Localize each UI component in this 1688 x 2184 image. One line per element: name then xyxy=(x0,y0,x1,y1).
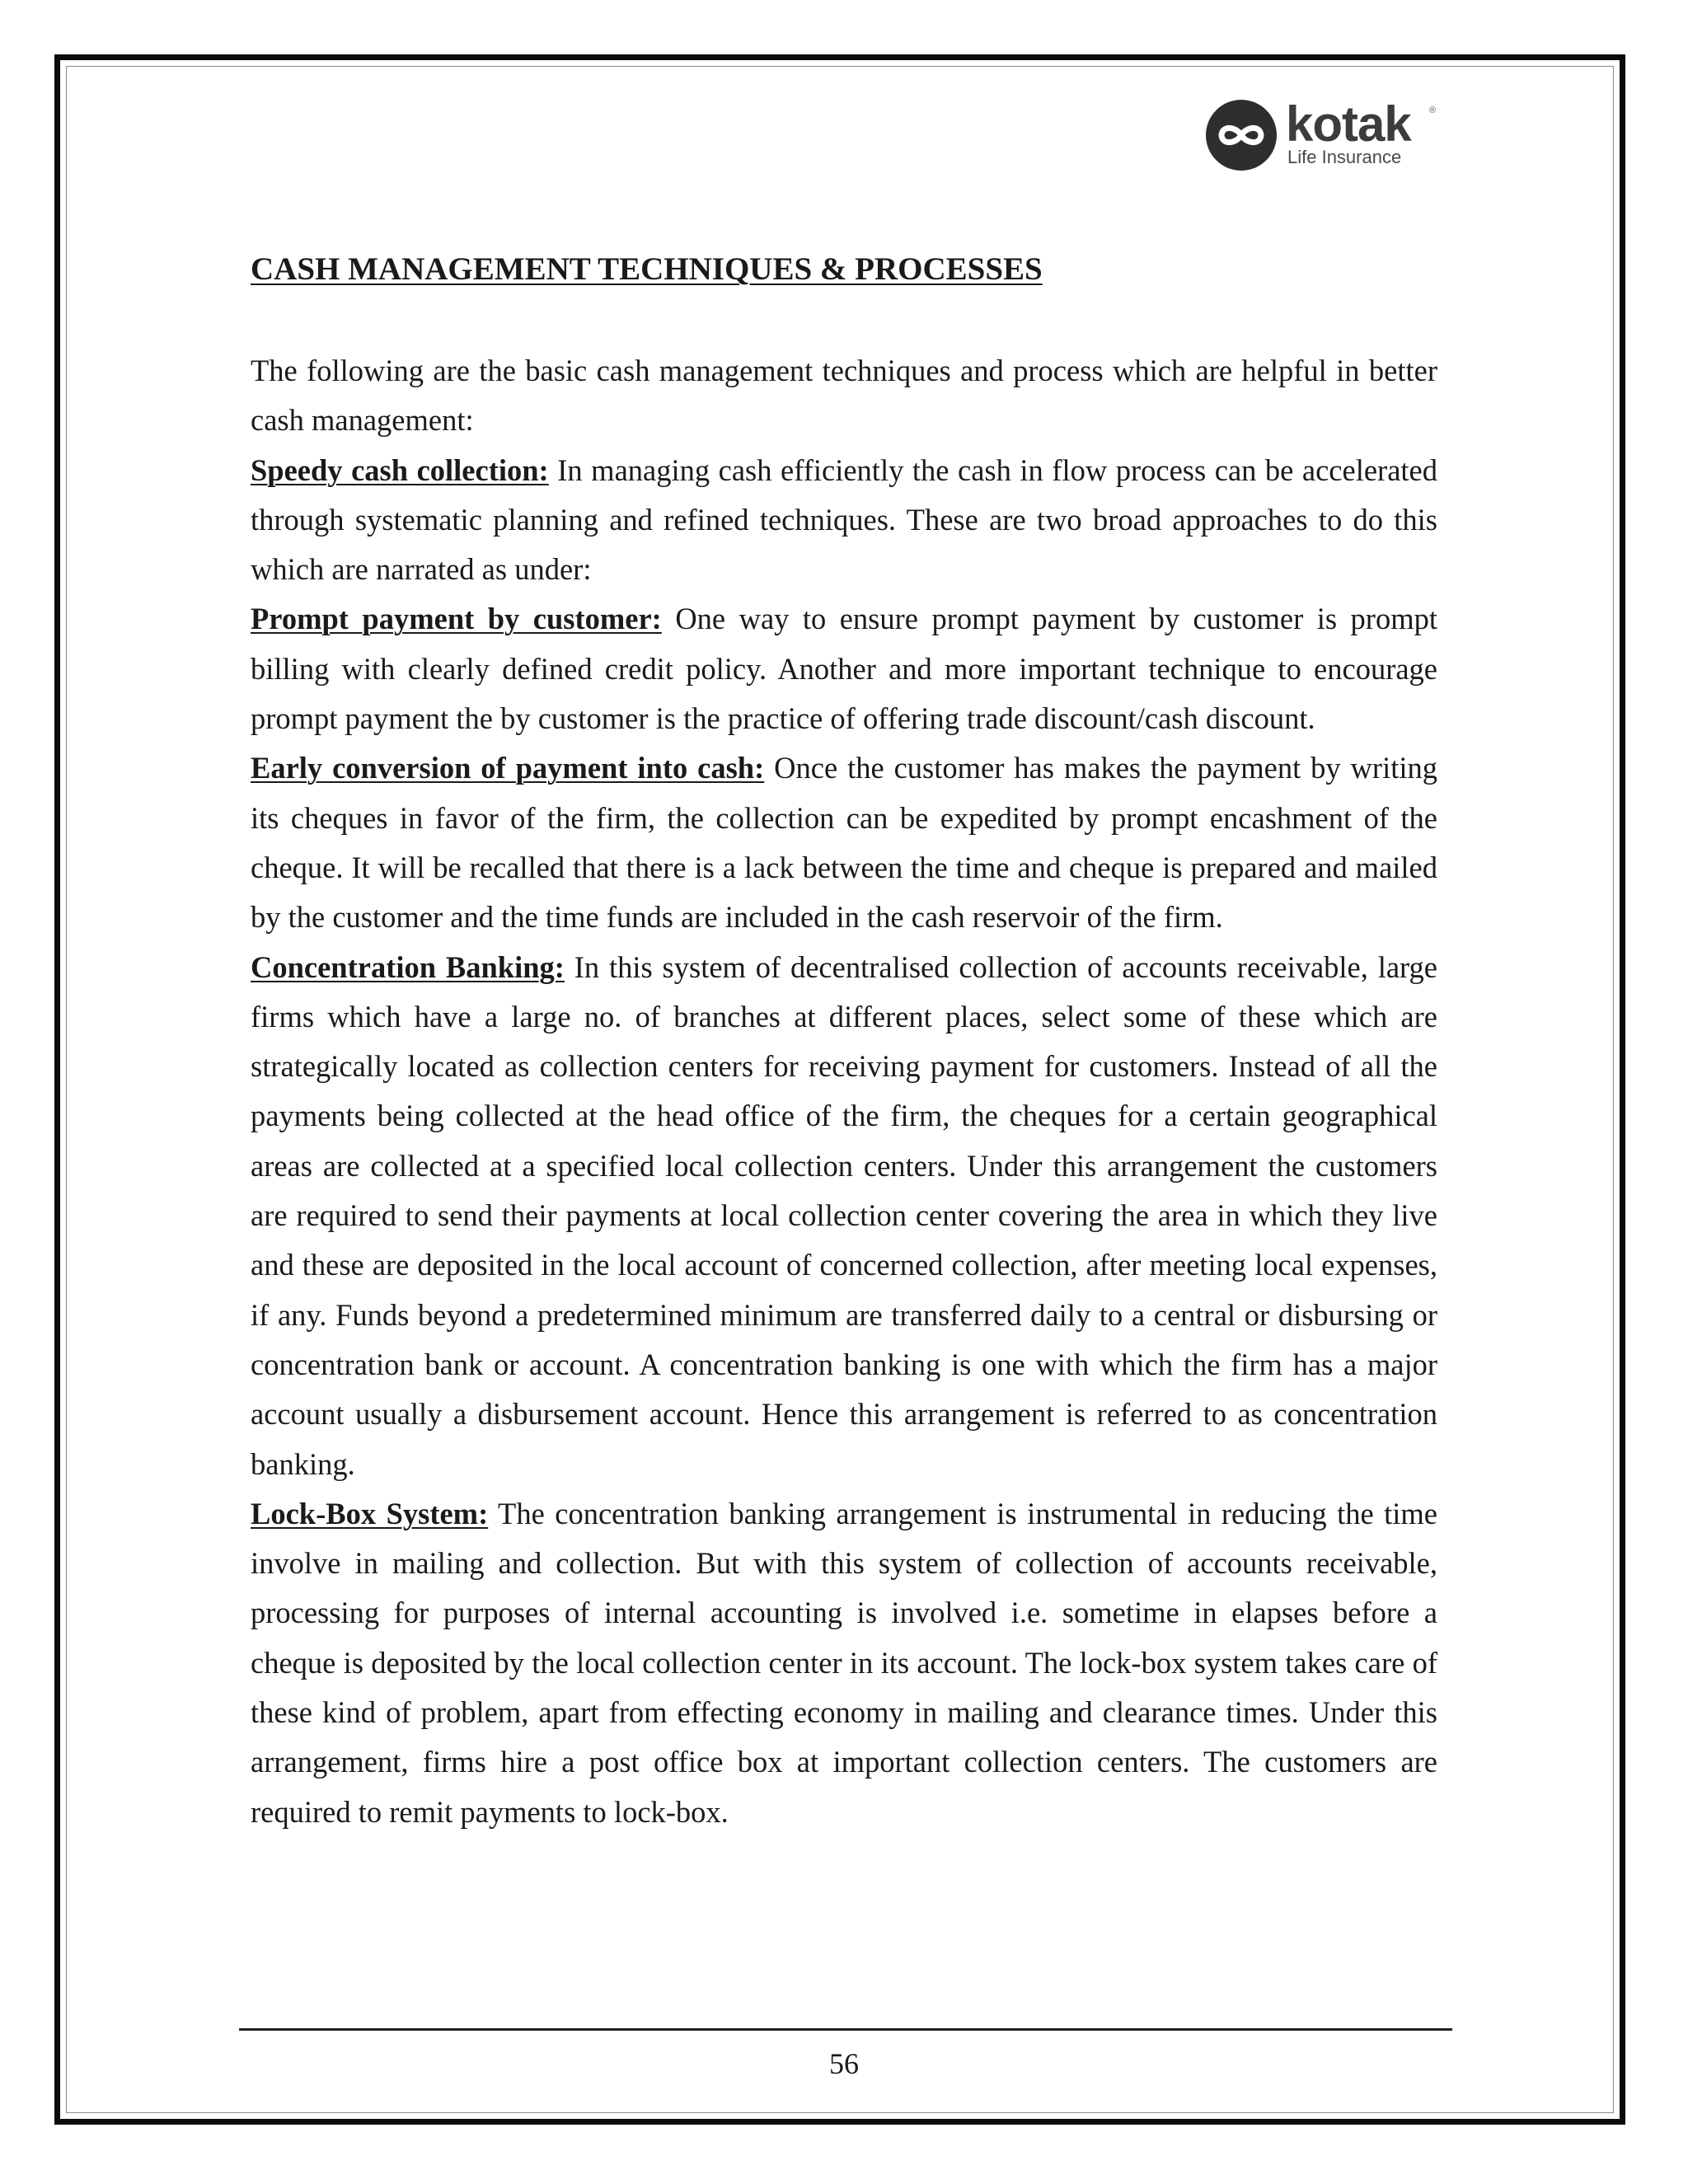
section-text: In this system of decentralised collection of accounts receivable, large firms which have a large no. of branches at different places, select some of these which are strategically located as collection centers for receiving payment for customers. Instead of all the payments being collected at the head office of the firm, the cheques for a certain geographical areas are collected at a specified local collection centers. Under this arrangement the customers are required to send their payments at local collection center covering the area in which they live and these are deposited in the local account of concerned collection, after meeting local expenses, if any. Funds beyond a predetermined minimum are transferred daily to a central or disbursing or concentration bank or account. A concentration banking is one with which the firm has a major account usually a disbursement account. Hence this arrangement is referred to as concentration banking. xyxy=(251,949,1437,1481)
logo-wordmark: kotak xyxy=(1286,96,1411,152)
section-text: The concentration banking arrangement is instrumental in reducing the time involve in mailing and collection. But with this system of collection of accounts receivable, processing for purposes of internal accounting is involved i.e. sometime in elapses before a cheque is deposited by the local collection center in its account. The lock-box system takes care of these kind of problem, apart from effecting economy in mailing and clearance times. Under this arrangement, firms hire a post office box at important collection centers. The customers are required to remit payments to lock-box. xyxy=(251,1496,1437,1829)
logo-registered-mark: ® xyxy=(1429,105,1437,115)
intro-paragraph: The following are the basic cash management techniques and process which are helpful in better cash management: xyxy=(251,354,1437,438)
page-title: CASH MANAGEMENT TECHNIQUES & PROCESSES xyxy=(251,251,1043,287)
logo-subtitle: Life Insurance xyxy=(1287,147,1402,167)
section-term: Concentration Banking: xyxy=(251,949,565,984)
section-term: Lock-Box System: xyxy=(251,1496,489,1530)
section-term: Speedy cash collection: xyxy=(251,452,549,487)
section-term: Prompt payment by customer: xyxy=(251,602,662,636)
page-number: 56 xyxy=(829,2047,859,2080)
kotak-infinity-icon xyxy=(1205,99,1278,171)
section-text: Once the customer has makes the payment by writing its cheques in favor of the firm, the collection can be expedited by prompt encashment of the cheque. It will be recalled that there is a lack between the time and cheque is prepared and mailed by the customer and the time funds are included in the cash reservoir of the firm. xyxy=(251,751,1437,935)
kotak-logo xyxy=(1205,97,1444,176)
section-speedy-cash-collection xyxy=(251,446,1437,595)
section-early-conversion xyxy=(251,743,1437,942)
section-lock-box-system xyxy=(251,1489,1437,1837)
section-prompt-payment xyxy=(251,594,1437,743)
footer-divider xyxy=(239,2028,1452,2031)
section-concentration-banking xyxy=(251,943,1437,1489)
section-term: Early conversion of payment into cash: xyxy=(251,751,765,785)
body-content xyxy=(251,346,1437,1837)
section-text: One way to ensure prompt payment by customer is prompt billing with clearly defined credit policy. Another and more important technique to encourage prompt payment the by customer is the practice of offering trade discount/cash discount. xyxy=(251,602,1437,736)
section-text: In managing cash efficiently the cash in flow process can be accelerated through systematic planning and refined techniques. These are two broad approaches to do this which are narrated as under: xyxy=(251,452,1437,587)
